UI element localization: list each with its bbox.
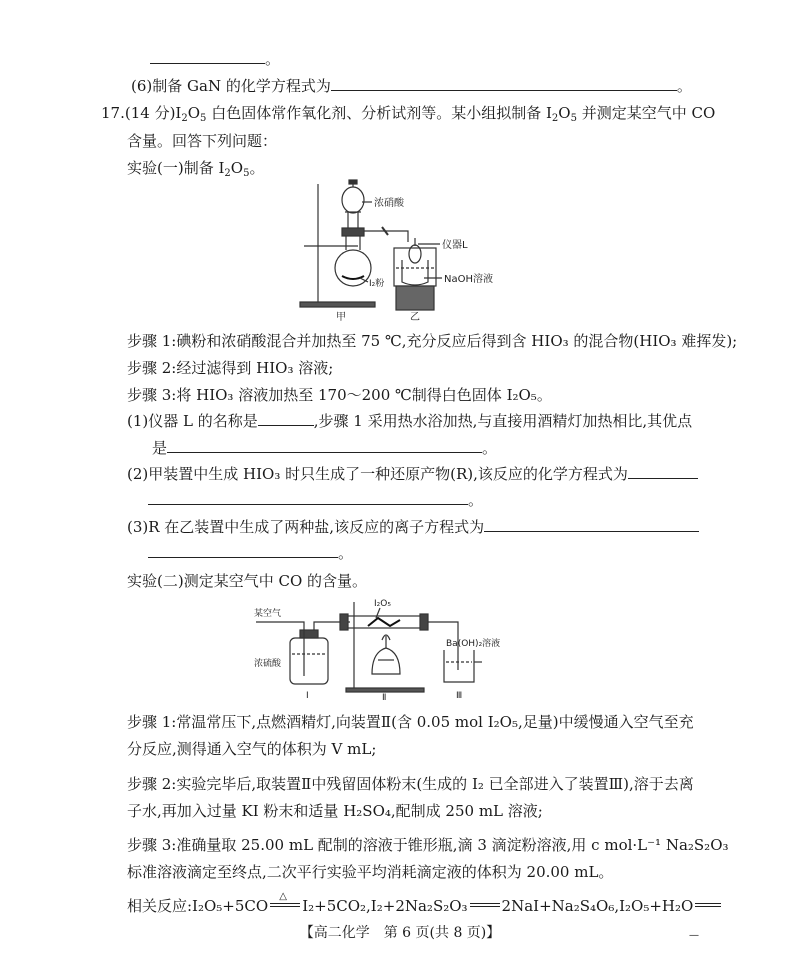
beaker: [444, 650, 474, 682]
step-1: 步骤 1:碘粉和浓硝酸混合并加热至 75 ℃,充分反应后得到含 HIO₃ 的混合物(HIO₃ 难挥发);: [127, 332, 738, 350]
question-17-intro: 17.(14 分)$I_2O_5$ 白色固体常作氧化剂、分析试剂等。某小组拟制备 $I_2O_5$ 并测定某空气中 CO: [101, 104, 716, 124]
label-jia: 甲: [336, 312, 346, 323]
label-air: 某空气: [254, 609, 282, 619]
stand-base: [300, 302, 375, 307]
procedure-step-2-cont: 子水,再加入过量 KI 粉末和适量 H₂SO₄,配制成 250 mL 溶液;: [127, 802, 543, 820]
answer-blank-top[interactable]: 。: [150, 49, 280, 69]
label-i2o5: I₂O₅: [374, 599, 391, 609]
procedure-step-3: 步骤 3:准确量取 25.00 mL 配制的溶液于锥形瓶,滴 3 滴淀粉溶液,用 c mol·L⁻¹ Na₂S₂O₃: [127, 836, 729, 854]
label-apparatus-3: Ⅲ: [456, 691, 463, 701]
sub-question-2: (2)甲装置中生成 HIO₃ 时只生成了一种还原产物(R),该反应的化学方程式为: [127, 464, 698, 484]
answer-blank-q2b[interactable]: [148, 490, 468, 505]
question-17-intro-2: 含量。回答下列问题：: [127, 132, 278, 150]
answer-blank-q6[interactable]: [331, 76, 677, 91]
label-apparatus-1: Ⅰ: [306, 691, 309, 701]
experiment-2-heading: 实验(二)测定某空气中 CO 的含量。: [127, 572, 368, 590]
wash-bottle: [290, 638, 328, 684]
sub-question-3: (3)R 在乙装置中生成了两种盐,该反应的离子方程式为: [127, 517, 699, 537]
label-apparatus-2: Ⅱ: [382, 693, 387, 703]
sub-question-3-cont: 。: [148, 543, 353, 563]
page-footer: 【高二化学 第 6 页(共 8 页)】: [299, 925, 501, 941]
answer-blank-q3a[interactable]: [484, 517, 699, 532]
answer-blank-q2a[interactable]: [628, 464, 698, 479]
label-instrument: 仪器L: [442, 240, 468, 251]
heat-symbol: △: [279, 891, 287, 902]
label-i2-powder: I₂粉: [369, 279, 385, 289]
procedure-step-1-cont: 分反应,测得通入空气的体积为 V mL;: [127, 740, 377, 758]
label-naoh: NaOH溶液: [444, 274, 493, 285]
question-6-label: (6)制备 GaN 的化学方程式为: [131, 77, 331, 95]
label-baoh2: Ba(OH)₂溶液: [446, 639, 501, 649]
sub-question-1: (1)仪器 L 的名称是 ,步骤 1 采用热水浴加热,与直接用酒精灯加热相比,其优点: [127, 412, 693, 430]
dropping-funnel: [342, 187, 364, 213]
step-2: 步骤 2:经过滤得到 HIO₃ 溶液;: [127, 359, 334, 377]
question-number: 17.: [101, 104, 125, 122]
procedure-step-1: 步骤 1:常温常压下,点燃酒精灯,向装置Ⅱ(含 0.05 mol I₂O₅,足量)中缓慢通入空气至充: [127, 713, 694, 731]
procedure-step-3-cont: 标准溶液滴定至终点,二次平行实验平均消耗滴定液的体积为 20.00 mL。: [127, 863, 614, 881]
step-3: 步骤 3:将 HIO₃ 溶液加热至 170～200 ℃制得白色固体 I₂O₅。: [127, 386, 552, 404]
sub-question-1-cont: 是 。: [152, 439, 498, 457]
label-acid: 浓硝酸: [374, 198, 404, 209]
answer-blank-q1b[interactable]: [167, 438, 482, 453]
answer-blank-q3b[interactable]: [148, 543, 338, 558]
label-yi: 乙: [410, 312, 420, 323]
alcohol-burner: [372, 648, 400, 674]
related-reactions: 相关反应:I₂O₅+5CO △ I₂+5CO₂,I₂+2Na₂S₂O₃ 2NaI+Na₂S₄O₆,I₂O₅+H₂O: [127, 896, 723, 916]
procedure-step-2: 步骤 2:实验完毕后,取装置Ⅱ中残留固体粉末(生成的 I₂ 已全部进入了装置Ⅲ),溶于去离: [127, 775, 694, 793]
label-h2so4: 浓硫酸: [254, 659, 282, 669]
question-6: (6)制备 GaN 的化学方程式为 。: [131, 77, 692, 95]
apparatus-figure-1: [290, 178, 520, 324]
sub-question-2-cont: 。: [148, 490, 483, 510]
answer-blank-q1a[interactable]: [258, 411, 314, 426]
hot-plate: [396, 286, 434, 310]
corner-mark: —: [689, 930, 699, 941]
experiment-1-heading: 实验(一)制备 $I_2O_5$。: [127, 159, 265, 179]
apparatus-figure-2: [250, 596, 501, 703]
